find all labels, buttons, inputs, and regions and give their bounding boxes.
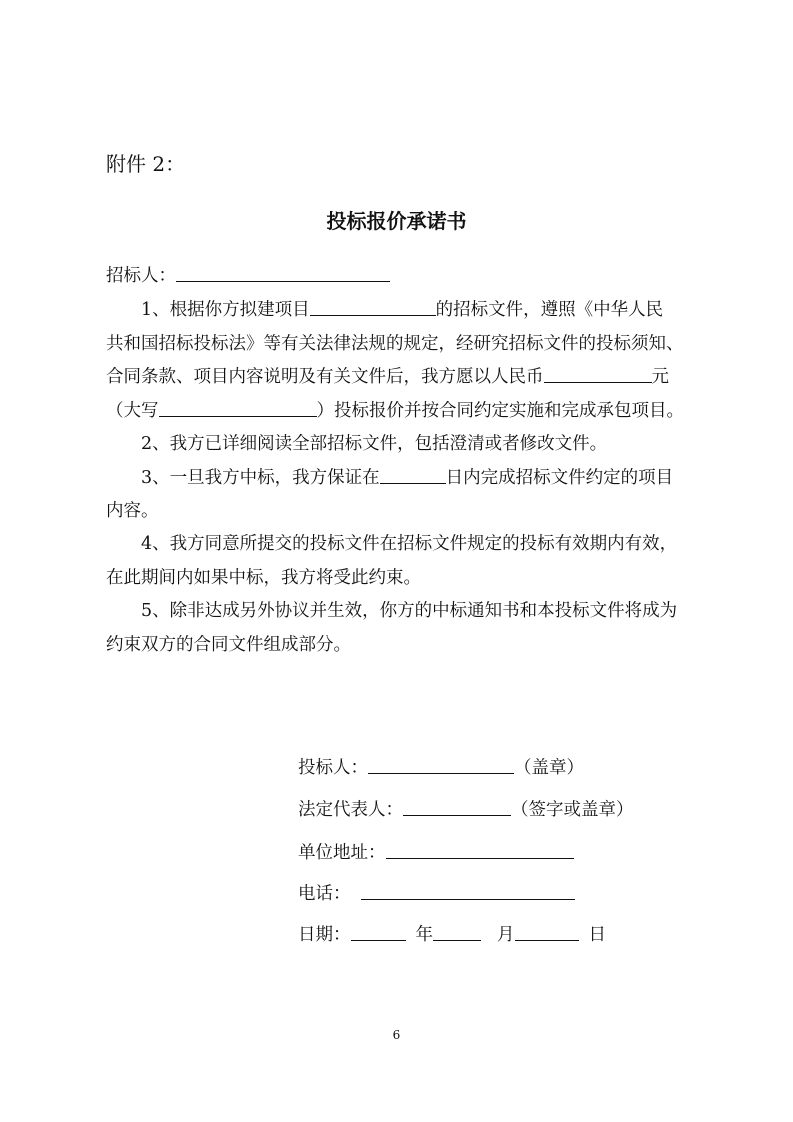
p3-text-b: 日内完成招标文件约定的项目 [445,468,674,488]
p3-text-a: 3、一旦我方中标，我方保证在 [141,468,380,488]
address-line [298,839,574,864]
p1-text-d: （大写 [106,401,159,421]
p1-line3 [106,363,669,388]
year-blank[interactable] [351,922,406,941]
p5-line2: 约束双方的合同文件组成部分。 [106,635,351,655]
recipient-line [106,262,390,287]
p1-yuan: 元 [651,367,669,387]
address-label: 单位地址： [298,843,386,863]
legal-rep-line [298,796,634,821]
amount-figures-blank[interactable] [544,364,652,383]
phone-label: 电话： [298,884,351,904]
date-label: 日期： [298,925,351,945]
day-label: 日 [588,925,606,945]
p4-line2: 在此期间内如果中标，我方将受此约束。 [106,568,421,588]
days-blank[interactable] [380,465,446,484]
bidder-note: （盖章） [514,758,584,778]
legal-rep-label: 法定代表人： [298,800,403,820]
legal-rep-note: （签字或盖章） [511,800,634,820]
month-label: 月 [497,925,515,945]
recipient-blank[interactable] [176,263,390,282]
p1-text-c: 合同条款、项目内容说明及有关文件后，我方愿以人民币 [106,367,544,387]
p2-line1: 2、我方已详细阅读全部招标文件，包括澄清或者修改文件。 [141,434,608,454]
p1-line4 [106,397,684,422]
document-title: 投标报价承诺书 [326,209,467,233]
amount-words-blank[interactable] [159,398,317,417]
day-blank[interactable] [515,922,579,941]
page-number: 6 [392,1028,401,1042]
month-blank[interactable] [433,922,481,941]
p3-line1 [141,464,673,489]
phone-line [298,880,575,905]
phone-blank[interactable] [361,881,575,900]
p5-line1: 5、除非达成另外协议并生效，你方的中标通知书和本投标文件将成为 [141,601,678,621]
p3-line2: 内容。 [106,501,159,521]
p4-line1: 4、我方同意所提交的投标文件在招标文件规定的投标有效期内有效， [141,534,678,554]
attachment-label: 附件 2： [106,152,186,176]
p1-line1 [141,296,663,321]
address-blank[interactable] [386,840,574,859]
bidder-blank[interactable] [368,755,514,774]
date-line [298,921,606,946]
bidder-label: 投标人： [298,758,368,778]
project-name-blank[interactable] [310,297,436,316]
year-label: 年 [415,925,433,945]
p1-line2: 共和国招标投标法》等有关法律法规的规定，经研究招标文件的投标须知、 [106,334,684,354]
legal-rep-blank[interactable] [403,797,511,816]
p1-text-b: 的招标文件，遵照《中华人民 [435,300,664,320]
p1-text-a: 1、根据你方拟建项目 [141,300,310,320]
bidder-line [298,754,584,779]
p1-text-e: ）投标报价并按合同约定实施和完成承包项目。 [316,401,684,421]
recipient-label: 招标人： [106,266,176,286]
